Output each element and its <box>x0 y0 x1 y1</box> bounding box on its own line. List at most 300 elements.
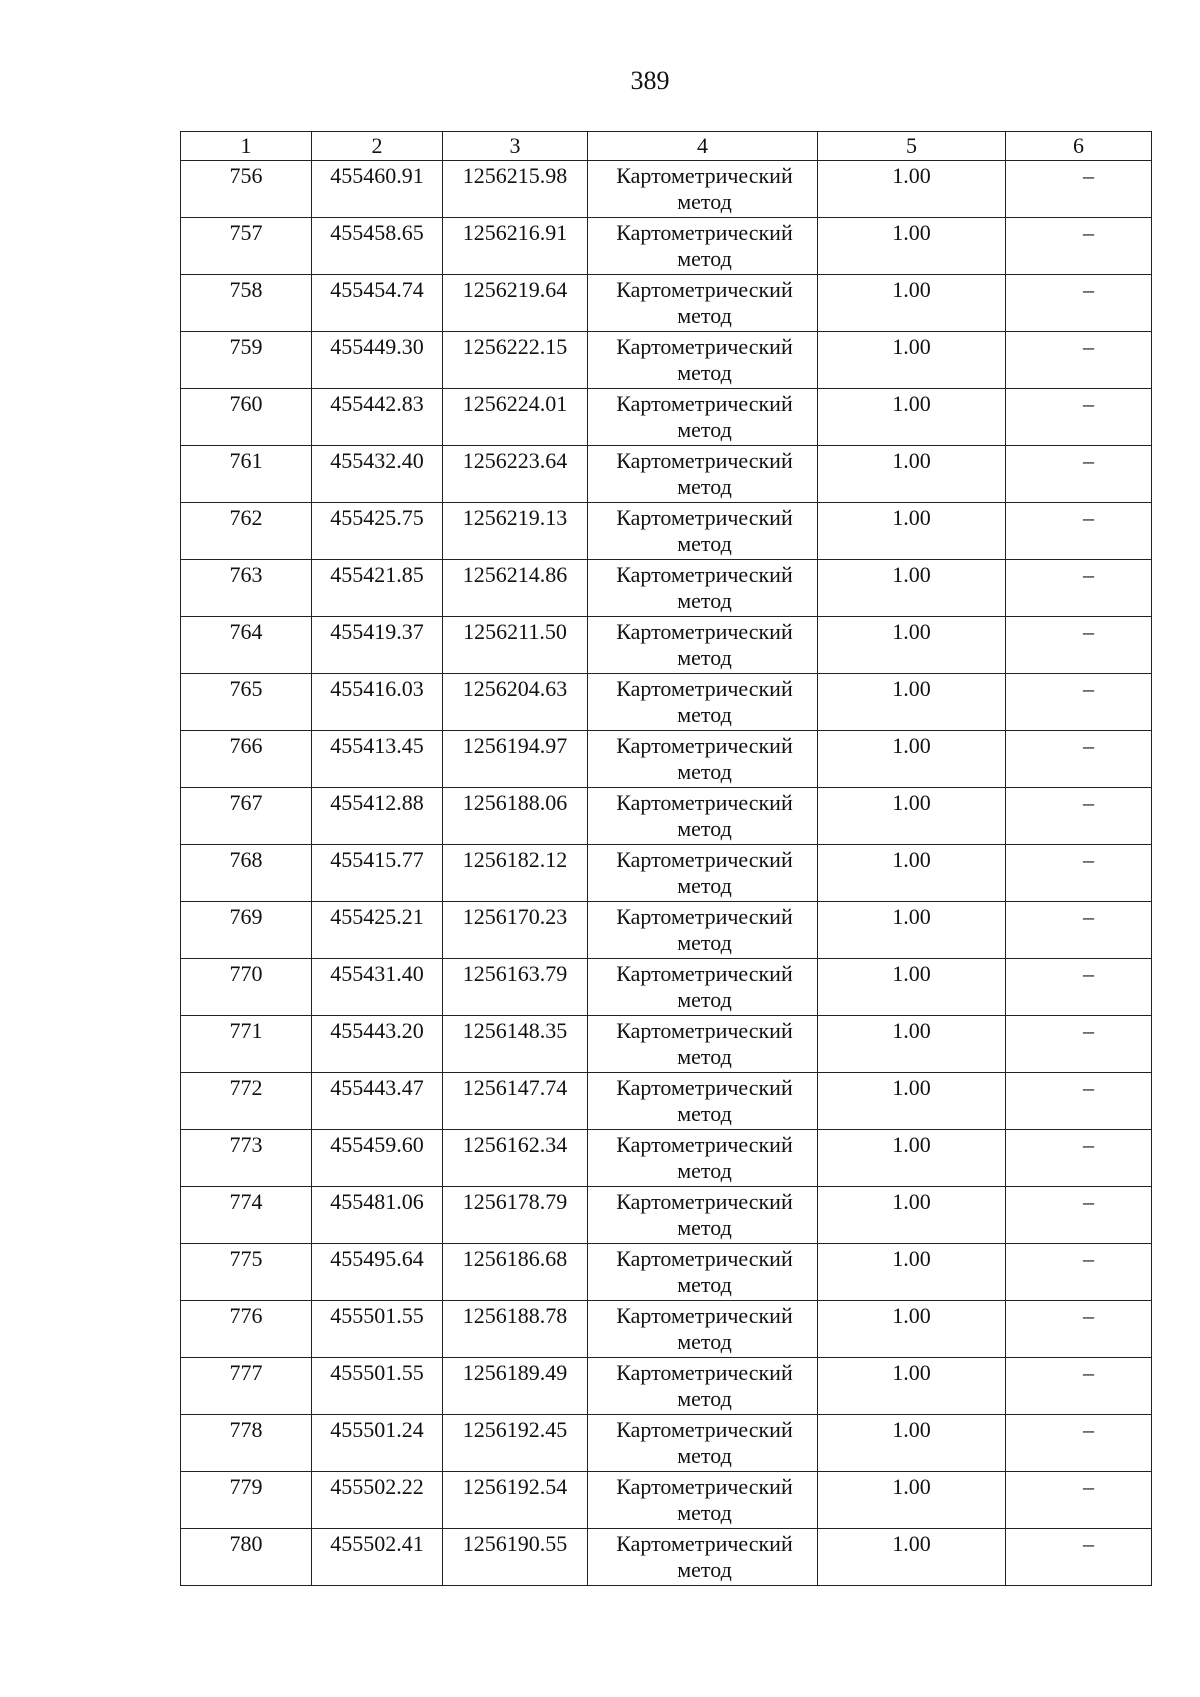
cell-text: 455502.22 <box>330 1474 424 1499</box>
x-coordinate-cell <box>312 560 443 617</box>
method-cell <box>588 161 818 218</box>
accuracy-cell <box>818 446 1006 503</box>
cell-text: Картометрический метод <box>616 448 793 499</box>
method-cell <box>588 560 818 617</box>
point-number-cell <box>181 788 312 845</box>
point-number-cell <box>181 503 312 560</box>
note-cell <box>1006 1358 1152 1415</box>
header-row <box>181 132 1152 161</box>
cell-text: – <box>1083 961 1094 986</box>
method-cell <box>588 1472 818 1529</box>
cell-text: 455442.83 <box>330 391 424 416</box>
cell-text: 1.00 <box>892 904 931 929</box>
table-row <box>181 788 1152 845</box>
cell-text: 455416.03 <box>330 676 424 701</box>
note-cell <box>1006 446 1152 503</box>
point-number-cell <box>181 1073 312 1130</box>
y-coordinate-cell <box>443 617 588 674</box>
note-cell <box>1006 503 1152 560</box>
table-row <box>181 845 1152 902</box>
point-number-cell <box>181 1130 312 1187</box>
cell-text: 1.00 <box>892 1075 931 1100</box>
cell-text: 1.00 <box>892 1189 931 1214</box>
cell-text: 455425.21 <box>330 904 424 929</box>
cell-text: – <box>1083 1075 1094 1100</box>
method-cell <box>588 1187 818 1244</box>
cell-text: – <box>1083 1246 1094 1271</box>
x-coordinate-cell <box>312 674 443 731</box>
y-coordinate-cell <box>443 1130 588 1187</box>
y-coordinate-cell <box>443 1301 588 1358</box>
accuracy-cell <box>818 1130 1006 1187</box>
cell-text: – <box>1083 1189 1094 1214</box>
x-coordinate-cell <box>312 1016 443 1073</box>
table-row <box>181 617 1152 674</box>
accuracy-cell <box>818 1472 1006 1529</box>
cell-text: 1.00 <box>892 277 931 302</box>
column-header: 6 <box>1006 132 1152 161</box>
cell-text: 780 <box>229 1531 263 1556</box>
note-cell <box>1006 1187 1152 1244</box>
method-cell <box>588 1244 818 1301</box>
cell-text: 760 <box>229 391 263 416</box>
note-cell <box>1006 617 1152 674</box>
cell-text: 455501.55 <box>330 1303 424 1328</box>
cell-text: 1256215.98 <box>462 163 568 188</box>
cell-text: 455501.24 <box>330 1417 424 1442</box>
cell-text: – <box>1083 163 1094 188</box>
cell-text: – <box>1083 391 1094 416</box>
x-coordinate-cell <box>312 389 443 446</box>
point-number-cell <box>181 617 312 674</box>
cell-text: Картометрический метод <box>616 1360 793 1411</box>
cell-text: Картометрический метод <box>616 733 793 784</box>
accuracy-cell <box>818 332 1006 389</box>
method-cell <box>588 731 818 788</box>
cell-text: – <box>1083 676 1094 701</box>
point-number-cell <box>181 1301 312 1358</box>
method-cell <box>588 1130 818 1187</box>
cell-text: 1.00 <box>892 619 931 644</box>
table-row <box>181 674 1152 731</box>
note-cell <box>1006 275 1152 332</box>
cell-text: 758 <box>229 277 263 302</box>
x-coordinate-cell <box>312 1358 443 1415</box>
method-cell <box>588 788 818 845</box>
cell-text: Картометрический метод <box>616 562 793 613</box>
table-row <box>181 446 1152 503</box>
cell-text: 455460.91 <box>330 163 424 188</box>
y-coordinate-cell <box>443 1472 588 1529</box>
table-body <box>181 161 1152 1586</box>
page-number: 389 <box>630 66 670 95</box>
table-row <box>181 389 1152 446</box>
cell-text: 776 <box>229 1303 263 1328</box>
cell-text: 1.00 <box>892 1018 931 1043</box>
cell-text: 769 <box>229 904 263 929</box>
x-coordinate-cell <box>312 788 443 845</box>
y-coordinate-cell <box>443 161 588 218</box>
cell-text: – <box>1083 334 1094 359</box>
cell-text: 771 <box>229 1018 263 1043</box>
point-number-cell <box>181 446 312 503</box>
note-cell <box>1006 1301 1152 1358</box>
cell-text: 779 <box>229 1474 263 1499</box>
cell-text: 455481.06 <box>330 1189 424 1214</box>
method-cell <box>588 845 818 902</box>
cell-text: 1256170.23 <box>462 904 568 929</box>
accuracy-cell <box>818 1244 1006 1301</box>
table-row <box>181 1244 1152 1301</box>
cell-text: 759 <box>229 334 263 359</box>
cell-text: Картометрический метод <box>616 619 793 670</box>
method-cell <box>588 218 818 275</box>
cell-text: 1256188.06 <box>462 790 568 815</box>
note-cell <box>1006 1073 1152 1130</box>
cell-text: 761 <box>229 448 263 473</box>
y-coordinate-cell <box>443 503 588 560</box>
accuracy-cell <box>818 1016 1006 1073</box>
point-number-cell <box>181 902 312 959</box>
method-cell <box>588 959 818 1016</box>
cell-text: 1.00 <box>892 1132 931 1157</box>
accuracy-cell <box>818 1529 1006 1586</box>
cell-text: 1.00 <box>892 163 931 188</box>
note-cell <box>1006 788 1152 845</box>
table-row <box>181 332 1152 389</box>
table-header <box>181 132 1152 161</box>
accuracy-cell <box>818 161 1006 218</box>
cell-text: 455413.45 <box>330 733 424 758</box>
cell-text: 1256188.78 <box>462 1303 568 1328</box>
accuracy-cell <box>818 389 1006 446</box>
table-row <box>181 275 1152 332</box>
cell-text: 455421.85 <box>330 562 424 587</box>
cell-text: Картометрический метод <box>616 1075 793 1126</box>
note-cell <box>1006 1016 1152 1073</box>
method-cell <box>588 1529 818 1586</box>
cell-text: Картометрический метод <box>616 1132 793 1183</box>
cell-text: 1256147.74 <box>462 1075 568 1100</box>
cell-text: 774 <box>229 1189 263 1214</box>
point-number-cell <box>181 1415 312 1472</box>
y-coordinate-cell <box>443 845 588 902</box>
cell-text: Картометрический метод <box>616 391 793 442</box>
x-coordinate-cell <box>312 1244 443 1301</box>
cell-text: 773 <box>229 1132 263 1157</box>
cell-text: 455459.60 <box>330 1132 424 1157</box>
cell-text: Картометрический метод <box>616 220 793 271</box>
column-header: 4 <box>588 132 818 161</box>
cell-text: 455443.47 <box>330 1075 424 1100</box>
x-coordinate-cell <box>312 1073 443 1130</box>
cell-text: Картометрический метод <box>616 961 793 1012</box>
cell-text: 1.00 <box>892 391 931 416</box>
cell-text: Картометрический метод <box>616 1303 793 1354</box>
cell-text: – <box>1083 505 1094 530</box>
cell-text: 1256194.97 <box>462 733 568 758</box>
cell-text: 1256186.68 <box>462 1246 568 1271</box>
accuracy-cell <box>818 674 1006 731</box>
note-cell <box>1006 560 1152 617</box>
cell-text: 766 <box>229 733 263 758</box>
x-coordinate-cell <box>312 1187 443 1244</box>
cell-text: 1256178.79 <box>462 1189 568 1214</box>
method-cell <box>588 389 818 446</box>
y-coordinate-cell <box>443 1244 588 1301</box>
cell-text: – <box>1083 790 1094 815</box>
y-coordinate-cell <box>443 560 588 617</box>
x-coordinate-cell <box>312 1415 443 1472</box>
cell-text: 1.00 <box>892 334 931 359</box>
cell-text: 455415.77 <box>330 847 424 872</box>
y-coordinate-cell <box>443 788 588 845</box>
cell-text: 1256224.01 <box>462 391 568 416</box>
point-number-cell <box>181 1358 312 1415</box>
cell-text: 770 <box>229 961 263 986</box>
accuracy-cell <box>818 503 1006 560</box>
method-cell <box>588 902 818 959</box>
cell-text: Картометрический метод <box>616 1018 793 1069</box>
accuracy-cell <box>818 902 1006 959</box>
note-cell <box>1006 1244 1152 1301</box>
cell-text: Картометрический метод <box>616 790 793 841</box>
table-row <box>181 1016 1152 1073</box>
cell-text: – <box>1083 562 1094 587</box>
note-cell <box>1006 218 1152 275</box>
cell-text: 1256192.45 <box>462 1417 568 1442</box>
cell-text: 1.00 <box>892 562 931 587</box>
cell-text: 777 <box>229 1360 263 1385</box>
accuracy-cell <box>818 731 1006 788</box>
cell-text: – <box>1083 1360 1094 1385</box>
y-coordinate-cell <box>443 731 588 788</box>
x-coordinate-cell <box>312 161 443 218</box>
method-cell <box>588 275 818 332</box>
cell-text: 764 <box>229 619 263 644</box>
cell-text: 455419.37 <box>330 619 424 644</box>
accuracy-cell <box>818 1415 1006 1472</box>
method-cell <box>588 332 818 389</box>
accuracy-cell <box>818 845 1006 902</box>
cell-text: 1.00 <box>892 676 931 701</box>
cell-text: 1.00 <box>892 733 931 758</box>
column-header: 2 <box>312 132 443 161</box>
note-cell <box>1006 1415 1152 1472</box>
note-cell <box>1006 1529 1152 1586</box>
x-coordinate-cell <box>312 1472 443 1529</box>
note-cell <box>1006 902 1152 959</box>
cell-text: Картометрический метод <box>616 277 793 328</box>
point-number-cell <box>181 674 312 731</box>
point-number-cell <box>181 731 312 788</box>
point-number-cell <box>181 845 312 902</box>
table-row <box>181 503 1152 560</box>
cell-text: 455412.88 <box>330 790 424 815</box>
cell-text: – <box>1083 1303 1094 1328</box>
cell-text: 1.00 <box>892 847 931 872</box>
cell-text: Картометрический метод <box>616 1474 793 1525</box>
column-header: 1 <box>181 132 312 161</box>
cell-text: 1256222.15 <box>462 334 568 359</box>
x-coordinate-cell <box>312 617 443 674</box>
cell-text: 1256162.34 <box>462 1132 568 1157</box>
note-cell <box>1006 1472 1152 1529</box>
cell-text: 455449.30 <box>330 334 424 359</box>
cell-text: 455458.65 <box>330 220 424 245</box>
cell-text: 455502.41 <box>330 1531 424 1556</box>
x-coordinate-cell <box>312 902 443 959</box>
column-header: 5 <box>818 132 1006 161</box>
method-cell <box>588 1016 818 1073</box>
table-row <box>181 1529 1152 1586</box>
accuracy-cell <box>818 560 1006 617</box>
y-coordinate-cell <box>443 446 588 503</box>
cell-text: 1.00 <box>892 1531 931 1556</box>
note-cell <box>1006 1130 1152 1187</box>
cell-text: – <box>1083 1132 1094 1157</box>
cell-text: – <box>1083 847 1094 872</box>
cell-text: – <box>1083 277 1094 302</box>
cell-text: 763 <box>229 562 263 587</box>
y-coordinate-cell <box>443 332 588 389</box>
note-cell <box>1006 959 1152 1016</box>
note-cell <box>1006 161 1152 218</box>
cell-text: 765 <box>229 676 263 701</box>
cell-text: 455495.64 <box>330 1246 424 1271</box>
cell-text: 1.00 <box>892 505 931 530</box>
method-cell <box>588 617 818 674</box>
method-cell <box>588 1358 818 1415</box>
cell-text: Картометрический метод <box>616 1531 793 1582</box>
note-cell <box>1006 731 1152 788</box>
point-number-cell <box>181 389 312 446</box>
note-cell <box>1006 332 1152 389</box>
x-coordinate-cell <box>312 1529 443 1586</box>
accuracy-cell <box>818 1187 1006 1244</box>
cell-text: 756 <box>229 163 263 188</box>
y-coordinate-cell <box>443 674 588 731</box>
x-coordinate-cell <box>312 1130 443 1187</box>
note-cell <box>1006 674 1152 731</box>
cell-text: Картометрический метод <box>616 1189 793 1240</box>
cell-text: 1256219.64 <box>462 277 568 302</box>
cell-text: Картометрический метод <box>616 1246 793 1297</box>
cell-text: 1256190.55 <box>462 1531 568 1556</box>
table-row <box>181 1301 1152 1358</box>
table-row <box>181 959 1152 1016</box>
point-number-cell <box>181 332 312 389</box>
accuracy-cell <box>818 1358 1006 1415</box>
point-number-cell <box>181 959 312 1016</box>
cell-text: 1256192.54 <box>462 1474 568 1499</box>
column-header: 3 <box>443 132 588 161</box>
point-number-cell <box>181 218 312 275</box>
note-cell <box>1006 845 1152 902</box>
cell-text: 1256148.35 <box>462 1018 568 1043</box>
cell-text: 778 <box>229 1417 263 1442</box>
table-row <box>181 1415 1152 1472</box>
cell-text: – <box>1083 448 1094 473</box>
x-coordinate-cell <box>312 731 443 788</box>
point-number-cell <box>181 275 312 332</box>
cell-text: – <box>1083 220 1094 245</box>
y-coordinate-cell <box>443 1358 588 1415</box>
cell-text: 1256216.91 <box>462 220 568 245</box>
cell-text: Картометрический метод <box>616 334 793 385</box>
cell-text: 1.00 <box>892 961 931 986</box>
cell-text: – <box>1083 1474 1094 1499</box>
cell-text: 455425.75 <box>330 505 424 530</box>
x-coordinate-cell <box>312 275 443 332</box>
cell-text: Картометрический метод <box>616 163 793 214</box>
method-cell <box>588 446 818 503</box>
cell-text: – <box>1083 1417 1094 1442</box>
cell-text: 1256214.86 <box>462 562 568 587</box>
y-coordinate-cell <box>443 1073 588 1130</box>
cell-text: 1256219.13 <box>462 505 568 530</box>
y-coordinate-cell <box>443 218 588 275</box>
table-row <box>181 218 1152 275</box>
cell-text: 768 <box>229 847 263 872</box>
cell-text: 775 <box>229 1246 263 1271</box>
cell-text: 762 <box>229 505 263 530</box>
table-row <box>181 161 1152 218</box>
cell-text: 1256223.64 <box>462 448 568 473</box>
cell-text: – <box>1083 1531 1094 1556</box>
table-row <box>181 1130 1152 1187</box>
cell-text: 1.00 <box>892 220 931 245</box>
point-number-cell <box>181 1016 312 1073</box>
table-row <box>181 1187 1152 1244</box>
y-coordinate-cell <box>443 959 588 1016</box>
cell-text: Картометрический метод <box>616 505 793 556</box>
cell-text: 455432.40 <box>330 448 424 473</box>
x-coordinate-cell <box>312 1301 443 1358</box>
cell-text: – <box>1083 1018 1094 1043</box>
cell-text: 1.00 <box>892 1360 931 1385</box>
cell-text: 1.00 <box>892 1303 931 1328</box>
cell-text: 1256163.79 <box>462 961 568 986</box>
cell-text: 455443.20 <box>330 1018 424 1043</box>
x-coordinate-cell <box>312 845 443 902</box>
table-row <box>181 1073 1152 1130</box>
table-row <box>181 731 1152 788</box>
accuracy-cell <box>818 959 1006 1016</box>
x-coordinate-cell <box>312 332 443 389</box>
y-coordinate-cell <box>443 1415 588 1472</box>
cell-text: 1.00 <box>892 1474 931 1499</box>
cell-text: Картометрический метод <box>616 676 793 727</box>
accuracy-cell <box>818 788 1006 845</box>
point-number-cell <box>181 1472 312 1529</box>
cell-text: 1.00 <box>892 1246 931 1271</box>
cell-text: – <box>1083 904 1094 929</box>
cell-text: 1.00 <box>892 448 931 473</box>
method-cell <box>588 1301 818 1358</box>
accuracy-cell <box>818 218 1006 275</box>
cell-text: 1256204.63 <box>462 676 568 701</box>
x-coordinate-cell <box>312 218 443 275</box>
point-number-cell <box>181 1187 312 1244</box>
method-cell <box>588 1073 818 1130</box>
coordinates-table <box>180 131 1152 1586</box>
method-cell <box>588 1415 818 1472</box>
point-number-cell <box>181 1529 312 1586</box>
cell-text: 1256189.49 <box>462 1360 568 1385</box>
point-number-cell <box>181 560 312 617</box>
x-coordinate-cell <box>312 446 443 503</box>
